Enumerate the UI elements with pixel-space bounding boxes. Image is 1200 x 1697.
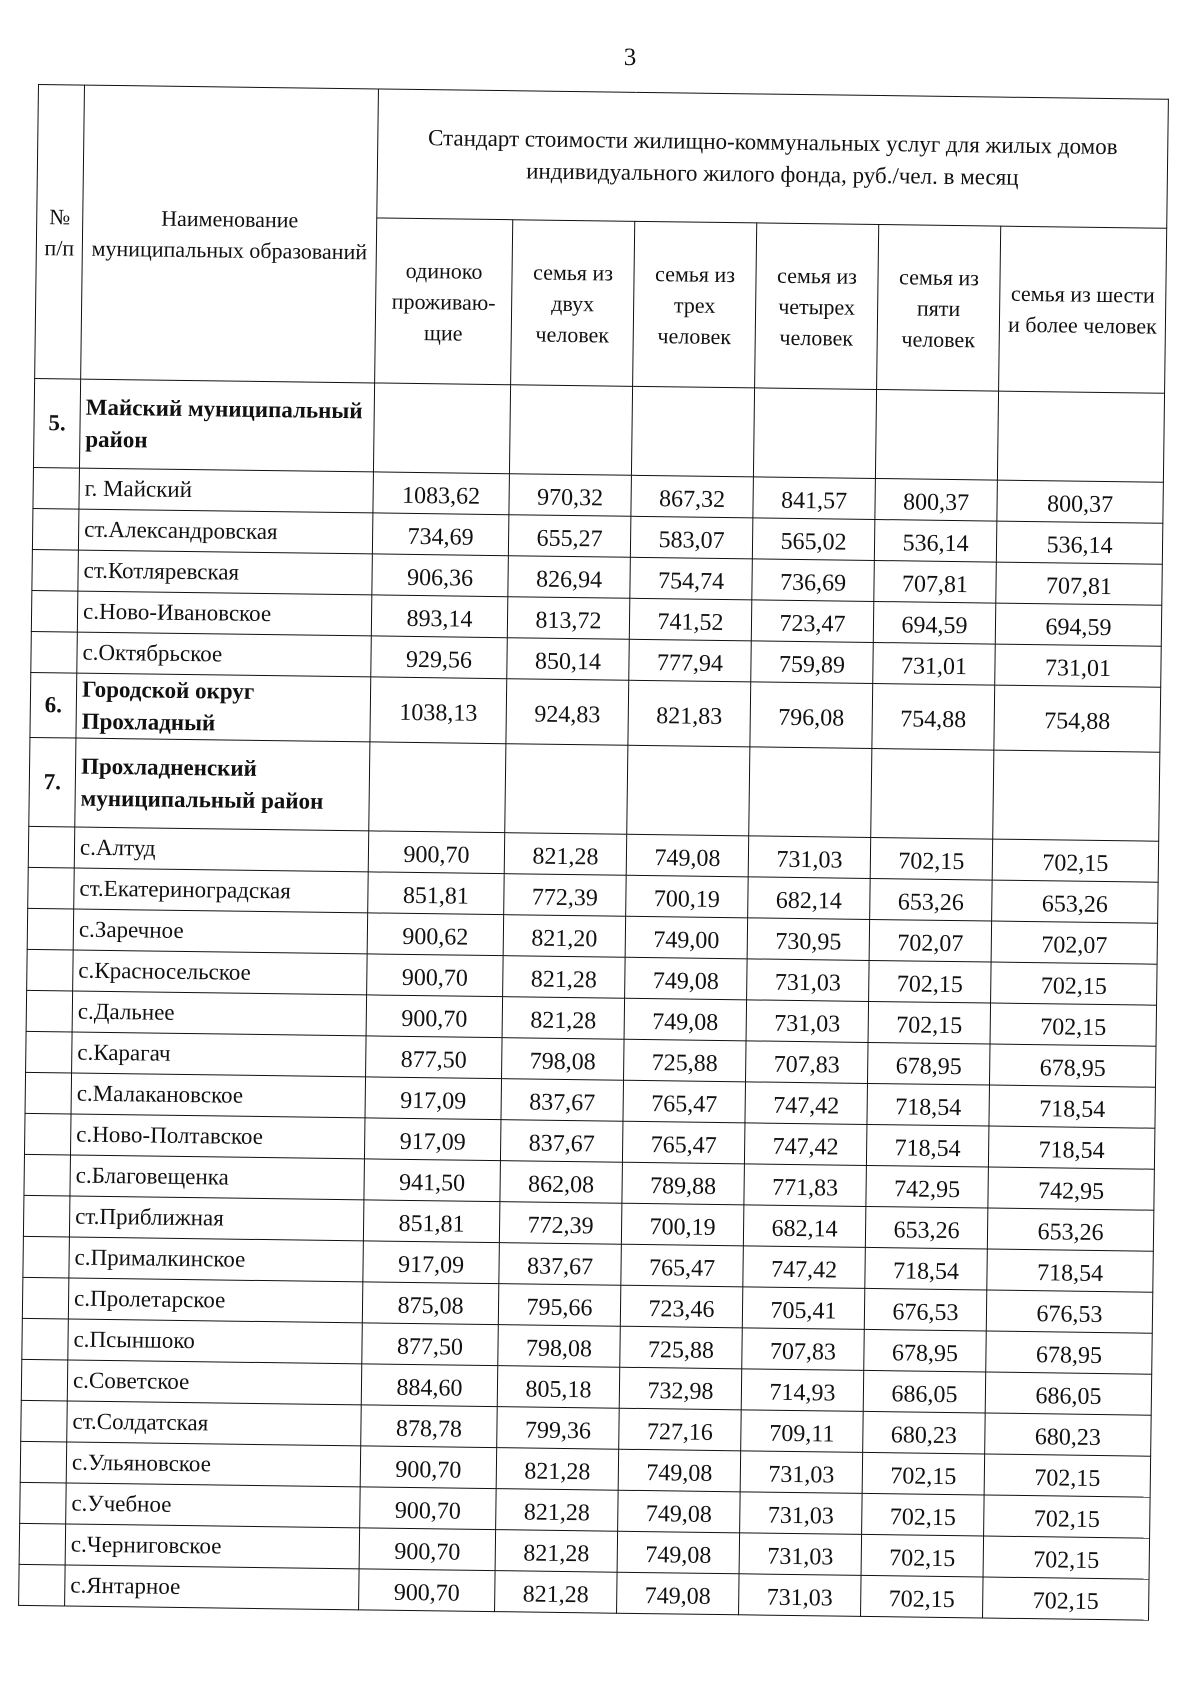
municipality-name: с.Пролетарское (68, 1278, 363, 1323)
cost-value: 725,88 (624, 1039, 747, 1082)
row-number (28, 867, 75, 909)
row-number (24, 1154, 71, 1196)
municipality-name: с.Дальнее (72, 991, 367, 1036)
cost-value: 765,47 (622, 1121, 745, 1164)
row-number (26, 990, 73, 1032)
cost-value: 702,07 (869, 919, 992, 962)
cost-value: 702,15 (984, 1454, 1151, 1497)
cost-value: 700,19 (626, 875, 749, 918)
row-number (25, 1072, 72, 1114)
municipality-name: с.Заречное (73, 909, 368, 954)
cost-value: 707,83 (745, 1041, 868, 1084)
cost-value: 893,14 (371, 595, 508, 638)
cost-value: 707,83 (742, 1328, 865, 1371)
cost-value: 741,52 (629, 598, 752, 641)
cost-value: 759,89 (751, 641, 874, 684)
cost-value: 805,18 (497, 1366, 620, 1409)
cost-value: 653,26 (870, 878, 993, 921)
municipality-name: с.Красносельское (73, 950, 368, 995)
row-number (27, 908, 74, 950)
cost-value: 718,54 (865, 1247, 988, 1290)
municipality-name: с.Прималкинское (69, 1237, 364, 1282)
municipality-name: с.Карагач (72, 1032, 367, 1077)
municipality-name: с.Ново-Полтавское (70, 1114, 365, 1159)
municipality-name: Городской округ Прохладный (76, 673, 371, 742)
row-number: 6. (30, 672, 77, 738)
municipality-name: с.Ново-Ивановское (77, 591, 372, 636)
cost-value (627, 745, 750, 836)
cost-value: 731,03 (746, 1000, 869, 1043)
cost-value: 837,67 (499, 1243, 622, 1286)
cost-value: 682,14 (743, 1205, 866, 1248)
cost-value: 862,08 (500, 1161, 623, 1204)
cost-value: 700,19 (621, 1203, 744, 1246)
cost-value: 917,09 (365, 1077, 502, 1120)
cost-value: 536,14 (874, 519, 997, 562)
cost-value: 749,08 (624, 998, 747, 1041)
cost-value: 900,70 (359, 1528, 496, 1571)
cost-value: 732,98 (619, 1367, 742, 1410)
cost-value: 736,69 (752, 559, 875, 602)
section-row (29, 737, 1160, 841)
cost-value (505, 744, 628, 835)
row-number (27, 949, 74, 991)
municipality-name: с.Малакановское (71, 1073, 366, 1118)
cost-value: 702,15 (861, 1575, 984, 1618)
municipality-name: с.Черниговское (65, 1524, 360, 1569)
cost-value: 821,28 (502, 997, 625, 1040)
cost-value: 821,28 (495, 1530, 618, 1573)
cost-value: 702,15 (983, 1577, 1150, 1620)
cost-value: 702,15 (861, 1534, 984, 1577)
row-number (20, 1441, 67, 1483)
cost-value: 731,03 (739, 1574, 862, 1617)
cost-value: 583,07 (630, 516, 753, 559)
row-number (23, 1236, 70, 1278)
cost-value: 821,28 (503, 956, 626, 999)
cost-value: 742,95 (866, 1165, 989, 1208)
cost-value: 900,70 (367, 954, 504, 997)
municipality-name: с.Псыншоко (68, 1319, 363, 1364)
cost-value: 731,03 (740, 1492, 863, 1535)
cost-value: 694,59 (995, 603, 1162, 646)
cost-value: 718,54 (987, 1249, 1154, 1292)
cost-value: 725,88 (620, 1326, 743, 1369)
row-number: 7. (29, 737, 76, 827)
cost-value: 754,88 (872, 683, 995, 750)
cost-value: 565,02 (752, 518, 875, 561)
cost-value: 851,81 (363, 1200, 500, 1243)
cost-value: 900,62 (367, 913, 504, 956)
section-row (33, 378, 1164, 482)
cost-value: 723,46 (620, 1285, 743, 1328)
municipality-name: с.Советское (67, 1360, 362, 1405)
cost-value: 707,81 (874, 560, 997, 603)
cost-value: 900,70 (368, 831, 505, 874)
cost-value: 734,69 (372, 513, 509, 556)
cost-value: 821,28 (496, 1448, 619, 1491)
municipality-name: с.Учебное (66, 1483, 361, 1528)
municipality-name: ст.Солдатская (67, 1401, 362, 1446)
cost-value: 731,03 (747, 959, 870, 1002)
cost-value (753, 388, 876, 479)
tariff-table (18, 84, 1169, 1621)
cost-value: 841,57 (753, 477, 876, 520)
cost-value: 851,81 (368, 872, 505, 915)
municipality-name: ст.Приближная (69, 1196, 364, 1241)
row-number (33, 467, 80, 509)
cost-value: 798,08 (498, 1325, 621, 1368)
cost-value: 718,54 (867, 1083, 990, 1126)
cost-value: 850,14 (507, 638, 630, 681)
cost-value: 705,41 (742, 1287, 865, 1330)
row-number: 5. (33, 378, 80, 468)
header-family-of-five: семья из пяти человек (877, 225, 1001, 392)
row-number (19, 1564, 66, 1606)
cost-value: 731,01 (873, 642, 996, 685)
municipality-name: с.Благовещенка (70, 1155, 365, 1200)
header-number: № п/п (35, 85, 85, 380)
row-number (19, 1523, 66, 1565)
row-number (20, 1482, 67, 1524)
cost-value: 678,95 (867, 1042, 990, 1085)
cost-value: 731,01 (995, 644, 1162, 687)
cost-value: 917,09 (363, 1241, 500, 1284)
cost-value: 676,53 (986, 1290, 1153, 1333)
cost-value: 702,15 (862, 1452, 985, 1495)
cost-value: 749,08 (617, 1531, 740, 1574)
cost-value: 799,36 (497, 1407, 620, 1450)
cost-value: 723,47 (751, 600, 874, 643)
cost-value: 730,95 (747, 918, 870, 961)
cost-value: 821,28 (504, 833, 627, 876)
cost-value: 709,11 (741, 1410, 864, 1453)
cost-value: 702,15 (984, 1495, 1151, 1538)
cost-value: 702,07 (991, 921, 1158, 964)
cost-value: 771,83 (744, 1164, 867, 1207)
page-number: 3 (623, 44, 637, 71)
cost-value: 678,95 (986, 1331, 1153, 1374)
cost-value: 727,16 (619, 1408, 742, 1451)
cost-value (631, 386, 754, 477)
cost-value: 826,94 (508, 556, 631, 599)
cost-value: 678,95 (864, 1329, 987, 1372)
cost-value (993, 750, 1160, 841)
cost-value: 653,26 (987, 1208, 1154, 1251)
cost-value: 682,14 (748, 877, 871, 920)
cost-value: 702,15 (862, 1493, 985, 1536)
cost-value: 877,50 (362, 1323, 499, 1366)
table-header (35, 85, 1169, 394)
cost-value: 900,70 (359, 1569, 496, 1612)
row-number (21, 1359, 68, 1401)
cost-value: 676,53 (864, 1288, 987, 1331)
municipality-name: Майский муниципальный район (79, 379, 374, 472)
header-family-of-four: семья из четырех человек (755, 223, 879, 390)
row-number (21, 1400, 68, 1442)
municipality-name: с.Янтарное (65, 1565, 360, 1610)
cost-value: 749,08 (618, 1449, 741, 1492)
cost-value: 714,93 (741, 1369, 864, 1412)
cost-value: 747,42 (743, 1246, 866, 1289)
table-body (19, 378, 1165, 1620)
cost-value: 884,60 (361, 1364, 498, 1407)
cost-value: 694,59 (873, 601, 996, 644)
cost-value: 536,14 (996, 521, 1163, 564)
cost-value: 800,37 (997, 480, 1164, 523)
row-number (26, 1031, 73, 1073)
cost-value: 655,27 (508, 515, 631, 558)
cost-value: 653,26 (992, 880, 1159, 923)
cost-value: 702,15 (869, 960, 992, 1003)
cost-value: 749,08 (617, 1572, 740, 1615)
cost-value: 777,94 (629, 639, 752, 682)
row-number (28, 826, 75, 868)
cost-value: 731,03 (740, 1451, 863, 1494)
cost-value: 754,74 (630, 557, 753, 600)
cost-value: 686,05 (985, 1372, 1152, 1415)
cost-value: 798,08 (502, 1038, 625, 1081)
row-number (32, 508, 79, 550)
cost-value: 813,72 (507, 597, 630, 640)
cost-value: 906,36 (372, 554, 509, 597)
cost-value (875, 390, 998, 481)
cost-value (749, 747, 872, 838)
municipality-name: с.Алтуд (74, 827, 369, 872)
cost-value: 900,70 (360, 1446, 497, 1489)
cost-value: 680,23 (985, 1413, 1152, 1456)
document-sheet (18, 84, 1168, 1621)
cost-value: 680,23 (863, 1411, 986, 1454)
cost-value: 702,15 (983, 1536, 1150, 1579)
header-family-of-six-plus: семья из шести и более человек (999, 226, 1167, 393)
cost-value: 653,26 (865, 1206, 988, 1249)
municipality-name: г. Майский (79, 468, 374, 513)
cost-value: 821,83 (628, 680, 751, 747)
cost-value: 867,32 (631, 475, 754, 518)
cost-value: 900,70 (360, 1487, 497, 1530)
cost-value: 718,54 (988, 1126, 1155, 1169)
cost-value: 878,78 (361, 1405, 498, 1448)
cost-value: 821,28 (496, 1489, 619, 1532)
cost-value: 718,54 (989, 1085, 1156, 1128)
cost-value: 702,15 (868, 1001, 991, 1044)
cost-value: 875,08 (362, 1282, 499, 1325)
cost-value: 747,42 (744, 1123, 867, 1166)
cost-value: 707,81 (996, 562, 1163, 605)
row-number (22, 1277, 69, 1319)
cost-value: 800,37 (875, 478, 998, 521)
cost-value: 754,88 (994, 685, 1161, 752)
municipality-name: ст.Котляревская (78, 550, 373, 595)
cost-value (373, 383, 510, 474)
cost-value: 731,03 (739, 1533, 862, 1576)
cost-value: 837,67 (500, 1120, 623, 1163)
cost-value: 749,00 (625, 916, 748, 959)
cost-value: 924,83 (506, 679, 629, 746)
header-municipality: Наименование муниципальных образований (81, 85, 379, 383)
cost-value: 702,15 (992, 839, 1159, 882)
cost-value: 900,70 (366, 995, 503, 1038)
row-number (31, 590, 78, 632)
cost-value: 702,15 (870, 837, 993, 880)
cost-value: 1083,62 (373, 472, 510, 515)
cost-value: 749,08 (618, 1490, 741, 1533)
row-number (24, 1113, 71, 1155)
municipality-name: с.Октябрьское (77, 632, 372, 677)
municipality-name: Прохладненский муниципальный район (75, 738, 370, 831)
cost-value: 702,15 (990, 1003, 1157, 1046)
cost-value: 789,88 (622, 1162, 745, 1205)
cost-value: 765,47 (621, 1244, 744, 1287)
cost-value: 970,32 (509, 474, 632, 517)
row-number (32, 549, 79, 591)
municipality-name: ст.Александровская (78, 509, 373, 554)
cost-value (509, 385, 632, 476)
cost-value: 702,15 (991, 962, 1158, 1005)
header-cost-standard: Стандарт стоимости жилищно-коммунальных услуг для жилых домов индивидуального жилого фонда, руб./чел. в месяц (377, 89, 1169, 228)
cost-value: 837,67 (501, 1079, 624, 1122)
row-number (31, 631, 78, 673)
header-row-top (37, 85, 1169, 229)
cost-value: 929,56 (371, 636, 508, 679)
municipality-name: ст.Екатериноградская (74, 868, 369, 913)
cost-value: 718,54 (866, 1124, 989, 1167)
row-number (23, 1195, 70, 1237)
municipality-name: с.Ульяновское (66, 1442, 361, 1487)
cost-value: 765,47 (623, 1080, 746, 1123)
cost-value: 742,95 (988, 1167, 1155, 1210)
cost-value: 678,95 (989, 1044, 1156, 1087)
cost-value: 749,08 (625, 957, 748, 1000)
cost-value: 796,08 (750, 682, 873, 749)
cost-value: 749,08 (626, 834, 749, 877)
cost-value (369, 742, 506, 833)
cost-value: 772,39 (499, 1202, 622, 1245)
cost-value: 917,09 (364, 1118, 501, 1161)
cost-value: 877,50 (366, 1036, 503, 1079)
header-single-residents: одиноко проживаю-щие (375, 218, 513, 385)
cost-value: 941,50 (364, 1159, 501, 1202)
header-family-of-three: семья из трех человек (633, 221, 757, 388)
cost-value: 821,28 (495, 1571, 618, 1614)
cost-value: 731,03 (748, 836, 871, 879)
cost-value (871, 748, 994, 839)
cost-value: 772,39 (504, 874, 627, 917)
cost-value: 795,66 (498, 1284, 621, 1327)
cost-value: 747,42 (745, 1082, 868, 1125)
cost-value (997, 391, 1164, 482)
row-number (22, 1318, 69, 1360)
cost-value: 686,05 (863, 1370, 986, 1413)
cost-value: 821,20 (503, 915, 626, 958)
cost-value: 1038,13 (370, 677, 507, 744)
header-family-of-two: семья из двух человек (511, 220, 635, 387)
